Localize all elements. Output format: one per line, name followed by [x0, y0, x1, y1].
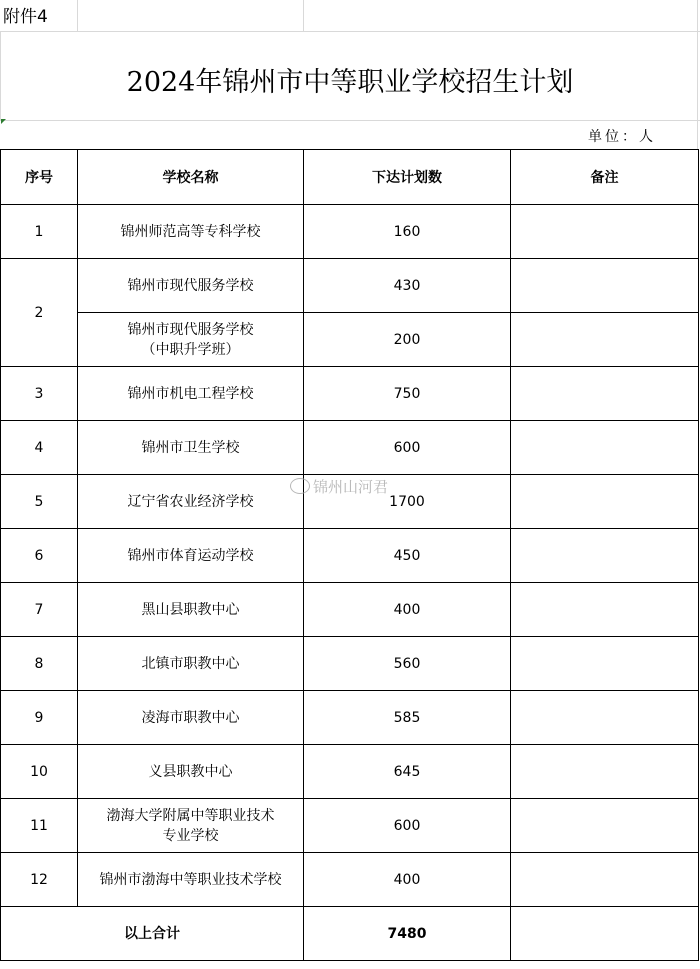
row-seq: 11 [1, 799, 78, 853]
row-remarks [511, 313, 699, 367]
row-remarks [511, 637, 699, 691]
table-row [1, 637, 699, 691]
row-school: 锦州师范高等专科学校 [78, 205, 304, 259]
row-quota: 450 [304, 529, 511, 583]
row-school: 凌海市职教中心 [78, 691, 304, 745]
table-row [1, 745, 699, 799]
row-seq: 8 [1, 637, 78, 691]
header-quota: 下达计划数 [304, 150, 511, 205]
gridline [0, 120, 700, 121]
header-seq: 序号 [1, 150, 78, 205]
table-row [1, 691, 699, 745]
cell-comment-marker [1, 119, 6, 124]
row-remarks [511, 421, 699, 475]
row-seq: 10 [1, 745, 78, 799]
row-remarks [511, 853, 699, 907]
weibo-logo-icon [290, 478, 310, 494]
gridline [77, 0, 78, 31]
row-quota: 560 [304, 637, 511, 691]
row-school: 北镇市职教中心 [78, 637, 304, 691]
total-label: 以上合计 [1, 907, 304, 961]
row-school [78, 799, 304, 853]
table-row [1, 313, 699, 367]
row-school: 锦州市现代服务学校 [78, 259, 304, 313]
row-seq: 1 [1, 205, 78, 259]
row-quota: 1700 [304, 475, 511, 529]
row-quota: 585 [304, 691, 511, 745]
enrollment-plan-table [0, 149, 699, 961]
row-quota: 600 [304, 799, 511, 853]
table-row [1, 259, 699, 313]
table-row [1, 529, 699, 583]
table-row [1, 205, 699, 259]
row-remarks [511, 367, 699, 421]
row-remarks [511, 529, 699, 583]
row-quota: 400 [304, 853, 511, 907]
row-seq: 2 [1, 259, 78, 367]
header-school-name: 学校名称 [78, 150, 304, 205]
total-row [1, 907, 699, 961]
table-row [1, 367, 699, 421]
row-quota: 200 [304, 313, 511, 367]
row-school: 锦州市机电工程学校 [78, 367, 304, 421]
row-school: 辽宁省农业经济学校 [78, 475, 304, 529]
row-quota: 645 [304, 745, 511, 799]
row-school: 锦州市卫生学校 [78, 421, 304, 475]
row-seq: 3 [1, 367, 78, 421]
total-remarks [511, 907, 699, 961]
row-seq: 12 [1, 853, 78, 907]
row-school: 义县职教中心 [78, 745, 304, 799]
row-remarks [511, 691, 699, 745]
attachment-label: 附件4 [3, 7, 48, 27]
page-title: 2024年锦州市中等职业学校招生计划 [126, 67, 574, 98]
row-school: 锦州市体育运动学校 [78, 529, 304, 583]
row-seq: 9 [1, 691, 78, 745]
header-remarks: 备注 [511, 150, 699, 205]
row-remarks [511, 205, 699, 259]
row-seq: 7 [1, 583, 78, 637]
row-school-line2: （中职升学班） [141, 341, 240, 358]
row-remarks [511, 583, 699, 637]
table-row [1, 853, 699, 907]
row-quota: 600 [304, 421, 511, 475]
row-seq: 5 [1, 475, 78, 529]
table-row [1, 583, 699, 637]
row-school [78, 313, 304, 367]
gridline [0, 31, 700, 32]
watermark [290, 476, 388, 497]
table-row [1, 421, 699, 475]
row-school-line1: 锦州市现代服务学校 [127, 321, 254, 338]
row-remarks [511, 475, 699, 529]
row-remarks [511, 799, 699, 853]
row-quota: 750 [304, 367, 511, 421]
row-seq: 4 [1, 421, 78, 475]
row-remarks [511, 259, 699, 313]
table-row [1, 799, 699, 853]
row-remarks [511, 745, 699, 799]
total-value: 7480 [304, 907, 511, 961]
gridline [303, 0, 304, 31]
row-school: 锦州市渤海中等职业技术学校 [78, 853, 304, 907]
table-header-row [1, 150, 699, 205]
row-quota: 430 [304, 259, 511, 313]
row-school: 黑山县职教中心 [78, 583, 304, 637]
row-quota: 400 [304, 583, 511, 637]
watermark-text: 锦州山河君 [313, 478, 389, 496]
row-seq: 6 [1, 529, 78, 583]
row-school-line1: 渤海大学附属中等职业技术 [106, 807, 275, 824]
unit-label: 单位：人 [588, 129, 656, 145]
row-school-line2: 专业学校 [162, 827, 219, 844]
row-quota: 160 [304, 205, 511, 259]
